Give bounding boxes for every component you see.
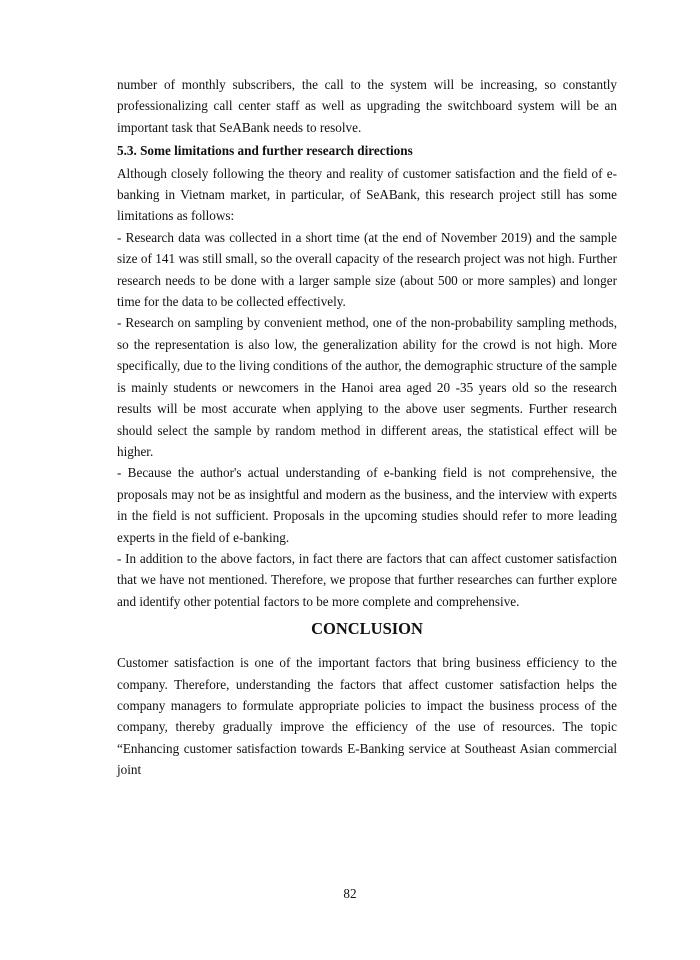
conclusion-heading: CONCLUSION: [311, 619, 423, 639]
conclusion-paragraph: Customer satisfaction is one of the important factors that bring business efficiency to the company. Therefore, understanding the factors that affect customer satisfaction helps the company managers to formulate appropriate policies to impact the business process of the company, thereby gradually improve the efficiency of the use of resources. The topic “Enhancing customer satisfaction towards E-Banking service at Southeast Asian commercial joint: [117, 655, 617, 778]
section-heading: 5.3. Some limitations and further research directions: [117, 143, 413, 159]
intro-paragraph: number of monthly subscribers, the call to the system will be increasing, so constantly professionalizing call center staff as well as upgrading the switchboard system will be an important task that SeABank needs to resolve.: [117, 77, 617, 135]
document-page: [117, 74, 617, 781]
section-paragraph-3: - Research on sampling by convenient method, one of the non-probability sampling methods, so the representation is also low, the generalization ability for the crowd is not high. More specifically, due to the living conditions of the author, the demographic structure of the sample is mainly students or newcomers in the Hanoi area aged 20 -35 years old so the research results will be most accurate when applying to the above user segments. Further research should select the sample by random method in different areas, the statistical effect will be higher.: [117, 315, 617, 459]
section-paragraph-2: - Research data was collected in a short time (at the end of November 2019) and the sample size of 141 was still small, so the overall capacity of the research project was not high. Further research needs to be done with a larger sample size (about 500 or more samples) and longer time for the data to be collected effectively.: [117, 229, 617, 310]
section-paragraph-4: - Because the author's actual understanding of e-banking field is not comprehensive, the proposals may not be as insightful and modern as the business, and the interview with experts in the field is not sufficient. Proposals in the upcoming studies should refer to more leading experts in the field of e-banking.: [117, 465, 617, 545]
section-paragraph-1: Although closely following the theory and reality of customer satisfaction and the field of e-banking in Vietnam market, in particular, of SeABank, this research project still has some limitations as follows:: [117, 165, 617, 224]
page-number: 82: [343, 886, 357, 901]
section-paragraph-5: - In addition to the above factors, in fact there are factors that can affect customer satisfaction that we have not mentioned. Therefore, we propose that further researches can further explore and identify other potential factors to be more complete and comprehensive.: [117, 550, 617, 609]
